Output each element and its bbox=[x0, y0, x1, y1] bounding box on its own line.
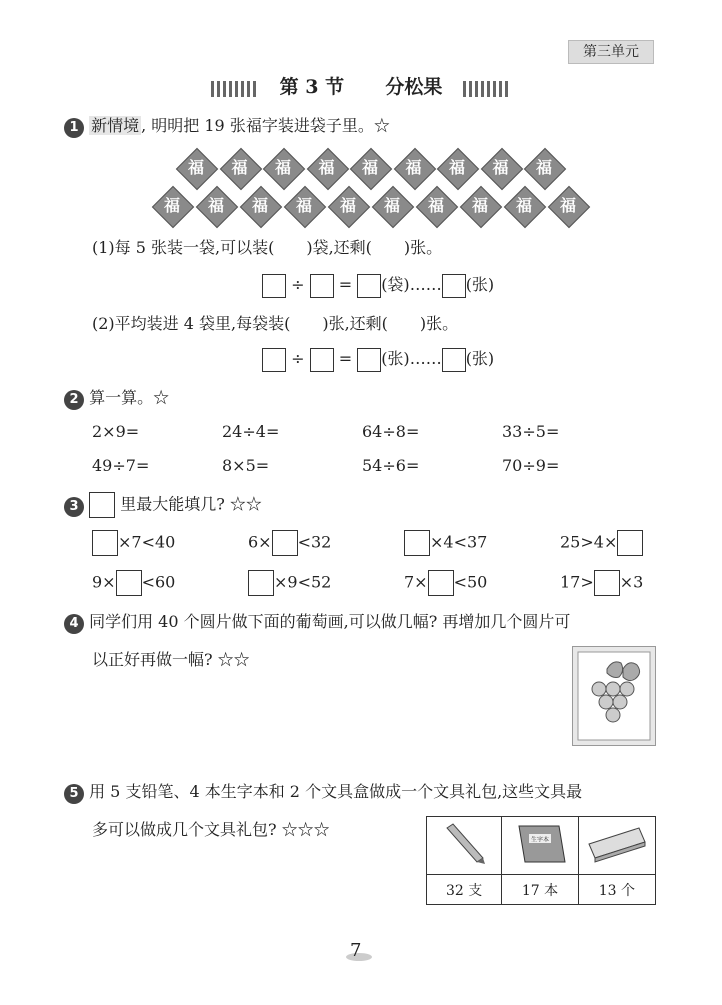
q1-equation-2 bbox=[262, 346, 494, 372]
fu-char: 福 bbox=[231, 158, 248, 177]
q2-text: 算一算。☆ bbox=[89, 388, 170, 407]
fu-card bbox=[240, 186, 280, 226]
pencil-case-cell bbox=[578, 817, 655, 875]
unit-label: (张) bbox=[465, 349, 495, 368]
remainder-dots: …… bbox=[409, 275, 442, 294]
lesson-title: 分松果 bbox=[385, 76, 443, 98]
answer-box[interactable] bbox=[442, 348, 466, 372]
answer-box[interactable] bbox=[262, 274, 286, 298]
ineq-item: ×7<40 bbox=[92, 530, 175, 556]
pencil-case-count: 13 个 bbox=[578, 875, 655, 905]
q1-text: 明明把 19 张福字装进袋子里。☆ bbox=[151, 116, 390, 135]
pencil-case-icon bbox=[585, 824, 649, 864]
fu-card bbox=[196, 186, 236, 226]
fu-card bbox=[350, 148, 390, 188]
fu-card bbox=[524, 148, 564, 188]
fu-card bbox=[284, 186, 324, 226]
page-number: 7 bbox=[350, 940, 362, 961]
unit-tag: 第三单元 bbox=[568, 40, 654, 64]
ineq-item: 7× <50 bbox=[404, 570, 487, 596]
q1-part2: (2)平均装进 4 袋里,每袋装( )张,还剩( )张。 bbox=[92, 314, 459, 333]
fu-row-1 bbox=[176, 148, 576, 188]
fu-card bbox=[328, 186, 368, 226]
fu-char: 福 bbox=[251, 196, 268, 215]
q5-line1: 用 5 支铅笔、4 本生字本和 2 个文具盒做成一个文具礼包,这些文具最 bbox=[89, 782, 583, 801]
question-number-4: 4 bbox=[64, 614, 84, 634]
fu-card bbox=[504, 186, 544, 226]
calc-item[interactable]: 33÷5= bbox=[502, 422, 560, 441]
unit-label: (张) bbox=[465, 275, 495, 294]
title-bars-left bbox=[211, 71, 259, 105]
eq-sign: = bbox=[338, 275, 353, 294]
answer-box[interactable] bbox=[262, 348, 286, 372]
question-number-2: 2 bbox=[64, 390, 84, 410]
q1-stem: 1 新情境 , 明明把 19 张福字装进袋子里。☆ bbox=[64, 114, 390, 138]
remainder-dots: …… bbox=[409, 349, 442, 368]
q4-line1: 同学们用 40 个圆片做下面的葡萄画,可以做几幅? 再增加几个圆片可 bbox=[89, 612, 571, 631]
fu-card bbox=[394, 148, 434, 188]
pencil-cell bbox=[427, 817, 502, 875]
fu-row-2 bbox=[152, 186, 592, 226]
fu-char: 福 bbox=[187, 158, 204, 177]
grape-icon bbox=[573, 647, 655, 745]
fu-char: 福 bbox=[559, 196, 576, 215]
q2-stem bbox=[64, 386, 169, 410]
calc-item[interactable]: 49÷7= bbox=[92, 456, 150, 475]
calc-item[interactable]: 54÷6= bbox=[362, 456, 420, 475]
ineq-item: 17> ×3 bbox=[560, 570, 643, 596]
answer-box[interactable] bbox=[310, 348, 334, 372]
fu-char: 福 bbox=[295, 196, 312, 215]
q1-part1: (1)每 5 张装一袋,可以装( )袋,还剩( )张。 bbox=[92, 238, 443, 257]
answer-box[interactable] bbox=[248, 570, 274, 596]
box-symbol bbox=[89, 492, 115, 518]
notebook-count: 17 本 bbox=[502, 875, 578, 905]
section-title bbox=[0, 70, 722, 104]
answer-box[interactable] bbox=[404, 530, 430, 556]
notebook-cell bbox=[502, 817, 578, 875]
fu-card bbox=[460, 186, 500, 226]
fu-char: 福 bbox=[448, 158, 465, 177]
fu-char: 福 bbox=[318, 158, 335, 177]
unit-label: (袋) bbox=[381, 275, 410, 294]
fu-card bbox=[263, 148, 303, 188]
q5-line2: 多可以做成几个文具礼包? ☆☆☆ bbox=[92, 820, 330, 839]
ineq-item: ×9<52 bbox=[248, 570, 331, 596]
div-sign: ÷ bbox=[291, 349, 305, 368]
fu-char: 福 bbox=[471, 196, 488, 215]
answer-box[interactable] bbox=[272, 530, 298, 556]
fu-card bbox=[416, 186, 456, 226]
unit-label: (张) bbox=[381, 349, 410, 368]
fu-card bbox=[152, 186, 192, 226]
grape-picture bbox=[572, 646, 656, 746]
div-sign: ÷ bbox=[291, 275, 305, 294]
notebook-label: 生字本 bbox=[530, 836, 549, 843]
answer-box[interactable] bbox=[357, 274, 381, 298]
fu-card bbox=[372, 186, 412, 226]
fu-char: 福 bbox=[163, 196, 180, 215]
calc-item[interactable]: 64÷8= bbox=[362, 422, 420, 441]
answer-box[interactable] bbox=[617, 530, 643, 556]
fu-char: 福 bbox=[383, 196, 400, 215]
question-number-5: 5 bbox=[64, 784, 84, 804]
pencil-count: 32 支 bbox=[427, 875, 502, 905]
fu-char: 福 bbox=[339, 196, 356, 215]
answer-box[interactable] bbox=[116, 570, 142, 596]
question-number-1: 1 bbox=[64, 118, 84, 138]
answer-box[interactable] bbox=[594, 570, 620, 596]
q3-text: 里最大能填几? ☆☆ bbox=[120, 494, 262, 514]
supplies-table bbox=[426, 816, 656, 905]
answer-box[interactable] bbox=[92, 530, 118, 556]
fu-card bbox=[437, 148, 477, 188]
ineq-item: 25>4× bbox=[560, 530, 643, 556]
title-bars-right bbox=[463, 71, 511, 105]
ineq-item: 9× <60 bbox=[92, 570, 175, 596]
fu-char: 福 bbox=[515, 196, 532, 215]
answer-box[interactable] bbox=[428, 570, 454, 596]
new-context-tag: 新情境 bbox=[91, 116, 140, 135]
calc-item[interactable]: 2×9= bbox=[92, 422, 140, 441]
ineq-item: ×4<37 bbox=[404, 530, 487, 556]
fu-char: 福 bbox=[361, 158, 378, 177]
q5-stem bbox=[64, 780, 664, 804]
q1-equation-1 bbox=[262, 272, 494, 298]
fu-card bbox=[176, 148, 216, 188]
fu-char: 福 bbox=[492, 158, 509, 177]
ineq-item: 6× <32 bbox=[248, 530, 331, 556]
q3-stem bbox=[64, 492, 262, 518]
calc-item[interactable]: 70÷9= bbox=[502, 456, 560, 475]
fu-char: 福 bbox=[427, 196, 444, 215]
fu-card bbox=[220, 148, 260, 188]
eq-sign: = bbox=[338, 349, 353, 368]
fu-card bbox=[307, 148, 347, 188]
fu-char: 福 bbox=[207, 196, 224, 215]
q4-line2: 以正好再做一幅? ☆☆ bbox=[92, 650, 250, 669]
answer-box[interactable] bbox=[357, 348, 381, 372]
question-number-3: 3 bbox=[64, 497, 84, 517]
q4-stem bbox=[64, 610, 664, 634]
fu-card bbox=[481, 148, 521, 188]
fu-char: 福 bbox=[405, 158, 422, 177]
notebook-icon bbox=[511, 822, 569, 866]
answer-box[interactable] bbox=[442, 274, 466, 298]
section-number: 第 3 节 bbox=[279, 76, 345, 98]
fu-char: 福 bbox=[274, 158, 291, 177]
fu-card bbox=[548, 186, 588, 226]
calc-item[interactable]: 24÷4= bbox=[222, 422, 280, 441]
pencil-icon bbox=[439, 822, 489, 866]
calc-item[interactable]: 8×5= bbox=[222, 456, 270, 475]
fu-char: 福 bbox=[535, 158, 552, 177]
answer-box[interactable] bbox=[310, 274, 334, 298]
